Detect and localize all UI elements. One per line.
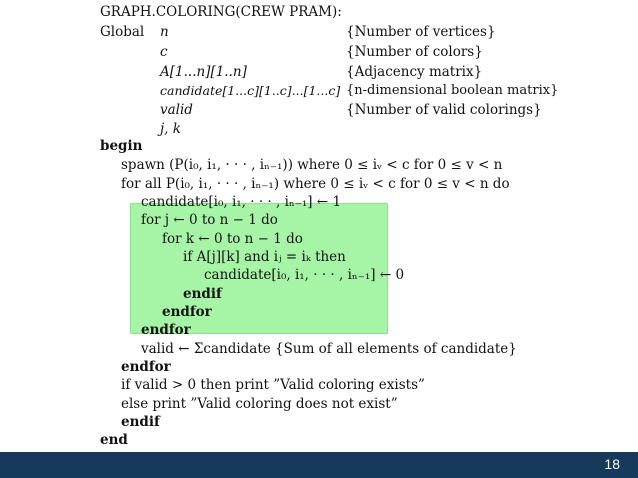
code-line-else: else print ”Valid coloring does not exist”	[121, 396, 398, 412]
code-line-valid-sum: valid ← Σcandidate {Sum of all elements of candidate}	[141, 341, 517, 357]
code-line-endfor-k: endfor	[162, 304, 212, 320]
global-var-candidate: candidate[1...c][1..c]...[1...c]	[160, 83, 341, 98]
code-line-endif-inner: endif	[183, 286, 222, 302]
code-line-endfor-j: endfor	[141, 322, 191, 338]
code-line-endif-outer: endif	[121, 414, 160, 430]
code-line-forall: for all P(i₀, i₁, · · · , iₙ₋₁) where 0 ≤ iᵥ < c for 0 ≤ v < n do	[121, 176, 510, 192]
global-var-valid: valid	[160, 102, 193, 118]
code-line-candidate-zero: candidate[i₀, i₁, · · · , iₙ₋₁] ← 0	[204, 267, 405, 283]
global-label: Global	[100, 24, 145, 40]
global-var-c: c	[160, 44, 168, 60]
global-comment-n: {Number of vertices}	[346, 24, 496, 40]
code-line-for-k: for k ← 0 to n − 1 do	[162, 231, 303, 247]
code-line-if-valid: if valid > 0 then print ”Valid coloring exists”	[121, 377, 425, 393]
code-line-spawn: spawn (P(i₀, i₁, · · · , iₙ₋₁)) where 0 ≤ iᵥ < c for 0 ≤ v < n	[121, 157, 503, 173]
page-number: 18	[604, 456, 620, 472]
code-line-if-adjacent: if A[j][k] and iⱼ = iₖ then	[183, 249, 346, 265]
global-var-jk: j, k	[160, 121, 181, 137]
code-line-begin: begin	[100, 138, 143, 154]
algorithm-title: GRAPH.COLORING(CREW PRAM):	[100, 4, 342, 20]
global-comment-candidate: {n-dimensional boolean matrix}	[346, 83, 559, 98]
footer-bar	[0, 452, 638, 478]
global-comment-adjacency: {Adjacency matrix}	[346, 64, 483, 80]
code-line-for-j: for j ← 0 to n − 1 do	[141, 212, 278, 228]
global-comment-c: {Number of colors}	[346, 44, 483, 60]
global-var-adjacency: A[1...n][1..n]	[160, 64, 247, 80]
code-line-candidate-init: candidate[i₀, i₁, · · · , iₙ₋₁] ← 1	[141, 194, 342, 210]
code-line-end: end	[100, 432, 128, 448]
global-var-n: n	[160, 24, 169, 40]
global-comment-valid: {Number of valid colorings}	[346, 102, 542, 118]
code-line-endfor-outer: endfor	[121, 359, 171, 375]
